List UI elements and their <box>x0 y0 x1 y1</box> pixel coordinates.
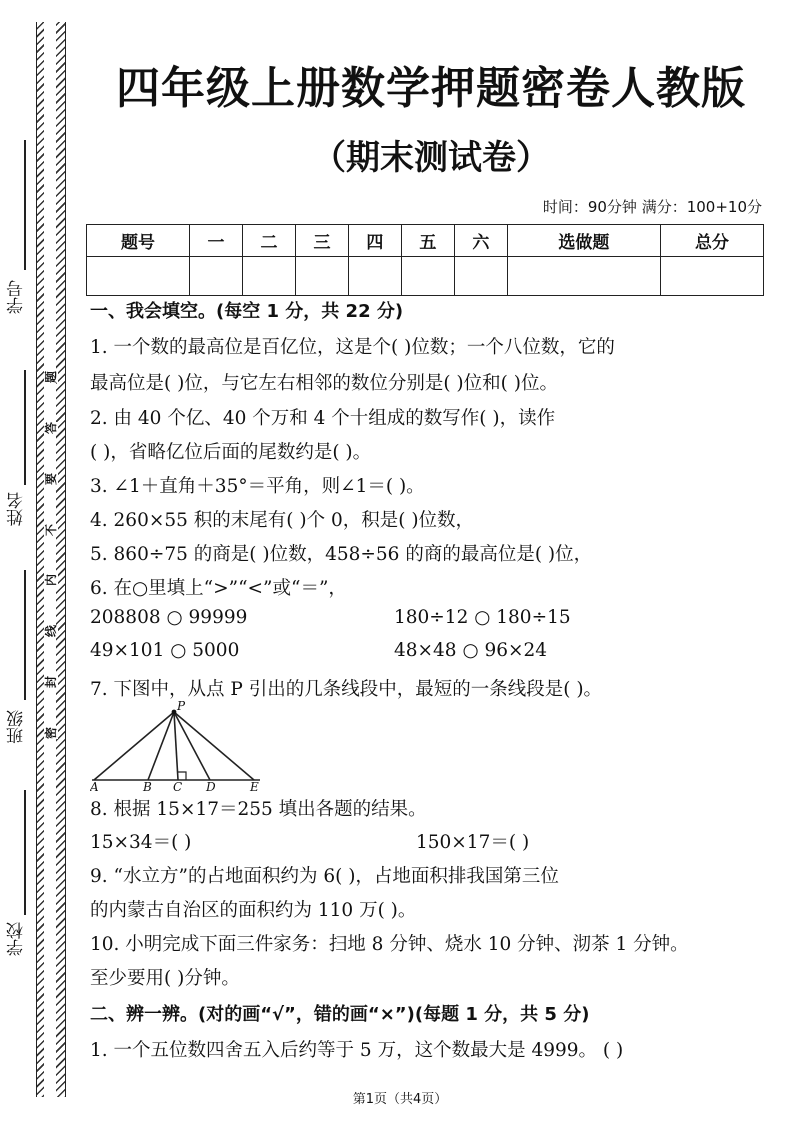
point-c-label: C <box>173 780 183 792</box>
question-5: 5. 860÷75 的商是( )位数，458÷56 的商的最高位是( )位， <box>90 544 593 565</box>
point-e-label: E <box>250 780 259 792</box>
question-3: 3. ∠1＋直角＋35°＝平角，则∠1＝( )。 <box>90 476 425 497</box>
time-score-info: 时间：90分钟 满分：100+10分 <box>542 198 762 216</box>
score-header-cell: 五 <box>401 225 454 257</box>
question-2-line-1: 2. 由 40 个亿、40 个万和 4 个十组成的数写作( )，读作 <box>90 408 556 429</box>
seal-char: 要 <box>44 472 59 485</box>
question-9-line-1: 9. “水立方”的占地面积约为 6( )，占地面积排我国第三位 <box>90 866 559 887</box>
page-subtitle: （期末测试卷） <box>312 138 550 178</box>
question-1-line-2: 最高位是( )位，与它左右相邻的数位分别是( )位和( )位。 <box>90 373 558 394</box>
score-header-cell: 二 <box>242 225 295 257</box>
question-6-row-1-right: 180÷12 ○ 180÷15 <box>394 607 571 628</box>
score-cell[interactable] <box>190 257 243 296</box>
score-cell[interactable] <box>401 257 454 296</box>
question-1-line-1: 1. 一个数的最高位是百亿位，这是个( )位数；一个八位数，它的 <box>90 337 615 358</box>
question-8: 8. 根据 15×17＝255 填出各题的结果。 <box>90 799 427 820</box>
seal-char: 内 <box>44 574 59 587</box>
segment-pc <box>174 712 178 780</box>
seal-char: 密 <box>44 726 59 739</box>
question-9-line-2: 的内蒙古自治区的面积约为 110 万( )。 <box>90 900 417 921</box>
question-10-line-1: 10. 小明完成下面三件家务：扫地 8 分钟、烧水 10 分钟、沏茶 1 分钟。 <box>90 934 689 955</box>
score-table <box>86 224 764 296</box>
seal-char: 封 <box>44 676 59 689</box>
score-header-cell: 总分 <box>660 225 763 257</box>
segment-pa <box>94 712 174 780</box>
question-6-row-2-left: 49×101 ○ 5000 <box>90 640 240 661</box>
score-cell[interactable] <box>660 257 763 296</box>
point-a-label: A <box>90 780 99 792</box>
point-p-dot <box>172 710 177 715</box>
score-cell[interactable] <box>87 257 190 296</box>
section-2-heading: 二、辨一辨。(对的画“√”，错的画“×”)(每题 1 分，共 5 分) <box>90 1004 590 1025</box>
page-footer: 第1页（共4页） <box>352 1092 448 1107</box>
score-header-cell: 四 <box>348 225 401 257</box>
score-cell[interactable] <box>242 257 295 296</box>
score-cell[interactable] <box>454 257 507 296</box>
question-7: 7. 下图中，从点 P 引出的几条线段中，最短的一条线段是( )。 <box>90 679 603 700</box>
segment-pd <box>174 712 210 780</box>
score-header-cell: 选做题 <box>507 225 660 257</box>
score-header-cell: 题号 <box>87 225 190 257</box>
seal-char: 线 <box>44 625 59 638</box>
question-4: 4. 260×55 积的末尾有( )个 0，积是( )位数， <box>90 510 475 531</box>
seal-char: 不 <box>44 523 59 536</box>
student-id-label: 学号 <box>7 280 27 314</box>
score-header-cell: 六 <box>454 225 507 257</box>
seal-char: 题 <box>44 370 59 384</box>
page-title: 四年级上册数学押题密卷人教版 <box>116 63 746 114</box>
seal-line-text <box>45 370 57 740</box>
score-table-header-row <box>87 225 764 257</box>
class-field <box>0 570 36 760</box>
student-id-field <box>0 140 36 340</box>
question-10-line-2: 至少要用( )分钟。 <box>90 968 240 989</box>
seal-char: 答 <box>44 421 59 434</box>
segment-pe <box>174 712 254 780</box>
name-field <box>0 370 36 550</box>
class-label: 班级 <box>7 710 27 744</box>
school-label: 学校 <box>7 922 27 956</box>
question-6-row-2-right: 48×48 ○ 96×24 <box>394 640 548 661</box>
right-angle-mark <box>178 772 186 780</box>
section-1-heading: 一、我会填空。(每空 1 分，共 22 分) <box>90 301 404 322</box>
question-6: 6. 在○里填上“>”“<”或“＝”， <box>90 578 347 599</box>
point-b-label: B <box>143 780 152 792</box>
score-header-cell: 三 <box>295 225 348 257</box>
question-6-row-1-left: 208808 ○ 99999 <box>90 607 248 628</box>
point-d-label: D <box>206 780 216 792</box>
question-8-part-a: 15×34＝( ) <box>90 832 192 853</box>
judge-question-1: 1. 一个五位数四舍五入后约等于 5 万，这个数最大是 4999。 ( ) <box>90 1040 624 1061</box>
question-8-part-b: 150×17＝( ) <box>416 832 530 853</box>
score-cell[interactable] <box>295 257 348 296</box>
question-2-line-2: ( )，省略亿位后面的尾数约是( )。 <box>90 442 372 463</box>
score-cell[interactable] <box>348 257 401 296</box>
binding-margin <box>0 0 82 1132</box>
name-label: 姓名 <box>7 492 27 526</box>
score-cell[interactable] <box>507 257 660 296</box>
point-p-label: P <box>177 700 186 713</box>
score-table-blank-row <box>87 257 764 296</box>
segment-figure <box>90 700 270 792</box>
school-field <box>0 790 36 990</box>
score-header-cell: 一 <box>190 225 243 257</box>
